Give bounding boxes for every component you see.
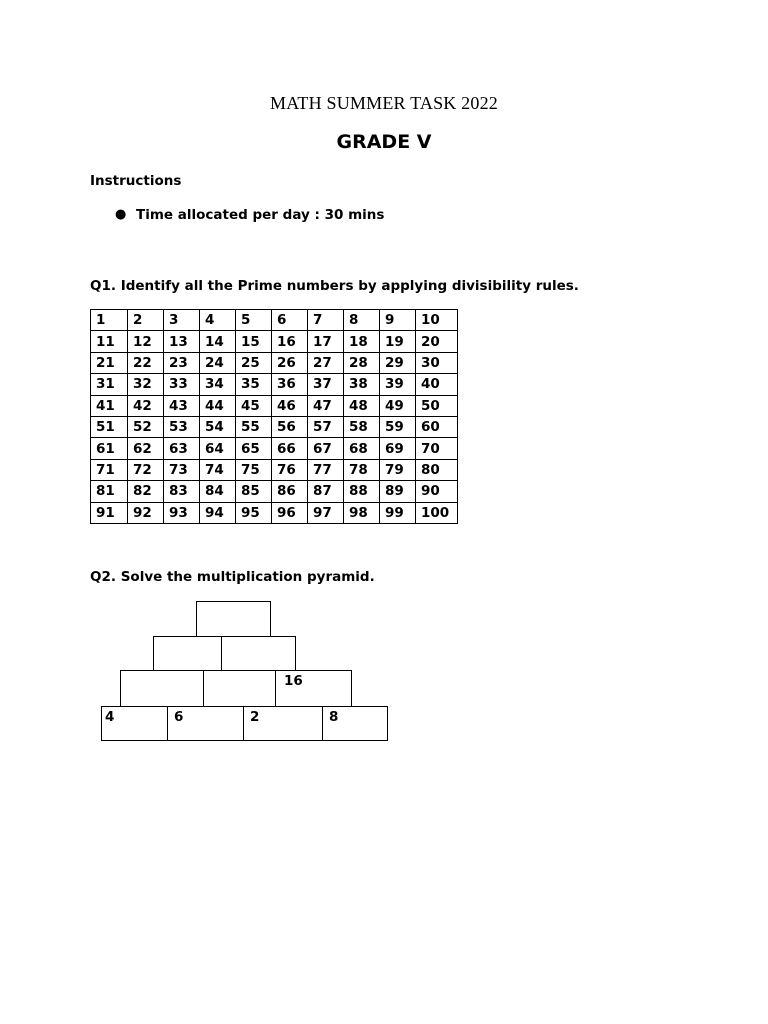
table-cell[interactable]: 10 (416, 310, 458, 331)
table-cell[interactable]: 89 (380, 481, 416, 502)
table-cell[interactable]: 11 (91, 331, 128, 352)
table-cell[interactable]: 95 (236, 502, 272, 523)
table-cell[interactable]: 65 (236, 438, 272, 459)
table-cell[interactable]: 45 (236, 395, 272, 416)
table-cell[interactable]: 22 (128, 352, 164, 373)
table-cell[interactable]: 32 (128, 374, 164, 395)
pyramid-cell-row3[interactable] (203, 670, 276, 707)
table-cell[interactable]: 4 (200, 310, 236, 331)
table-cell[interactable]: 55 (236, 416, 272, 437)
table-cell[interactable]: 36 (272, 374, 308, 395)
table-cell[interactable]: 51 (91, 416, 128, 437)
table-row (91, 438, 458, 459)
table-cell[interactable]: 53 (164, 416, 200, 437)
pyramid-cell-base[interactable]: 4 (101, 706, 168, 741)
table-cell[interactable]: 56 (272, 416, 308, 437)
table-cell[interactable]: 43 (164, 395, 200, 416)
table-cell[interactable]: 66 (272, 438, 308, 459)
table-cell[interactable]: 21 (91, 352, 128, 373)
table-cell[interactable]: 5 (236, 310, 272, 331)
grade-heading: GRADE V (336, 131, 432, 153)
table-cell[interactable]: 30 (416, 352, 458, 373)
table-cell[interactable]: 85 (236, 481, 272, 502)
table-cell[interactable]: 54 (200, 416, 236, 437)
table-cell[interactable]: 19 (380, 331, 416, 352)
table-cell[interactable]: 93 (164, 502, 200, 523)
table-cell[interactable]: 70 (416, 438, 458, 459)
table-cell[interactable]: 60 (416, 416, 458, 437)
instruction-item: Time allocated per day : 30 mins (136, 207, 385, 223)
table-cell[interactable]: 1 (91, 310, 128, 331)
table-cell[interactable]: 12 (128, 331, 164, 352)
table-cell[interactable]: 100 (416, 502, 458, 523)
bullet-icon: ● (115, 207, 127, 222)
table-row (91, 481, 458, 502)
table-cell[interactable]: 68 (344, 438, 380, 459)
table-cell[interactable]: 28 (344, 352, 380, 373)
table-row (91, 395, 458, 416)
table-cell[interactable]: 84 (200, 481, 236, 502)
table-cell[interactable]: 37 (308, 374, 344, 395)
table-cell[interactable]: 99 (380, 502, 416, 523)
table-cell[interactable]: 62 (128, 438, 164, 459)
table-cell[interactable]: 3 (164, 310, 200, 331)
table-cell[interactable]: 15 (236, 331, 272, 352)
table-cell[interactable]: 2 (128, 310, 164, 331)
table-cell[interactable]: 41 (91, 395, 128, 416)
table-cell[interactable]: 71 (91, 459, 128, 480)
question-1-text: Q1. Identify all the Prime numbers by applying divisibility rules. (90, 278, 579, 294)
table-cell[interactable]: 29 (380, 352, 416, 373)
table-cell[interactable]: 87 (308, 481, 344, 502)
table-cell[interactable]: 27 (308, 352, 344, 373)
table-cell[interactable]: 72 (128, 459, 164, 480)
table-cell[interactable]: 24 (200, 352, 236, 373)
table-row (91, 502, 458, 523)
table-cell[interactable]: 23 (164, 352, 200, 373)
table-cell[interactable]: 78 (344, 459, 380, 480)
table-cell[interactable]: 40 (416, 374, 458, 395)
table-cell[interactable]: 97 (308, 502, 344, 523)
table-cell[interactable]: 9 (380, 310, 416, 331)
table-cell[interactable]: 59 (380, 416, 416, 437)
instructions-heading: Instructions (90, 173, 182, 189)
pyramid-cell-row2[interactable] (153, 636, 222, 671)
table-cell[interactable]: 46 (272, 395, 308, 416)
pyramid-cell-base[interactable]: 6 (167, 706, 244, 741)
table-cell[interactable]: 58 (344, 416, 380, 437)
table-cell[interactable]: 69 (380, 438, 416, 459)
table-cell[interactable]: 25 (236, 352, 272, 373)
table-cell[interactable]: 74 (200, 459, 236, 480)
table-cell[interactable]: 67 (308, 438, 344, 459)
table-cell[interactable]: 13 (164, 331, 200, 352)
pyramid-cell-row2[interactable] (221, 636, 296, 671)
table-cell[interactable]: 47 (308, 395, 344, 416)
table-cell[interactable]: 92 (128, 502, 164, 523)
table-cell[interactable]: 35 (236, 374, 272, 395)
table-cell[interactable]: 77 (308, 459, 344, 480)
pyramid-cell-top[interactable] (196, 601, 271, 637)
number-grid (90, 309, 458, 524)
table-cell[interactable]: 44 (200, 395, 236, 416)
table-cell[interactable]: 61 (91, 438, 128, 459)
table-cell[interactable]: 39 (380, 374, 416, 395)
table-row (91, 374, 458, 395)
table-cell[interactable]: 94 (200, 502, 236, 523)
table-row (91, 331, 458, 352)
table-cell[interactable]: 83 (164, 481, 200, 502)
table-cell[interactable]: 82 (128, 481, 164, 502)
table-cell[interactable]: 91 (91, 502, 128, 523)
table-cell[interactable]: 63 (164, 438, 200, 459)
pyramid-cell-row3[interactable] (120, 670, 204, 707)
table-cell[interactable]: 76 (272, 459, 308, 480)
table-cell[interactable]: 86 (272, 481, 308, 502)
table-row (91, 310, 458, 331)
table-cell[interactable]: 49 (380, 395, 416, 416)
table-cell[interactable]: 20 (416, 331, 458, 352)
table-cell[interactable]: 33 (164, 374, 200, 395)
table-cell[interactable]: 8 (344, 310, 380, 331)
table-cell[interactable]: 52 (128, 416, 164, 437)
table-cell[interactable]: 18 (344, 331, 380, 352)
table-cell[interactable]: 96 (272, 502, 308, 523)
table-cell[interactable]: 26 (272, 352, 308, 373)
table-cell[interactable]: 88 (344, 481, 380, 502)
table-cell[interactable]: 16 (272, 331, 308, 352)
table-cell[interactable]: 79 (380, 459, 416, 480)
table-row (91, 459, 458, 480)
table-cell[interactable]: 75 (236, 459, 272, 480)
pyramid-cell-base[interactable]: 8 (322, 706, 388, 741)
table-cell[interactable]: 98 (344, 502, 380, 523)
table-cell[interactable]: 81 (91, 481, 128, 502)
table-cell[interactable]: 38 (344, 374, 380, 395)
table-cell[interactable]: 34 (200, 374, 236, 395)
pyramid-cell-row3[interactable]: 16 (275, 670, 352, 707)
table-row (91, 416, 458, 437)
table-cell[interactable]: 6 (272, 310, 308, 331)
table-cell[interactable]: 14 (200, 331, 236, 352)
pyramid-cell-base[interactable]: 2 (243, 706, 323, 741)
table-cell[interactable]: 80 (416, 459, 458, 480)
table-cell[interactable]: 48 (344, 395, 380, 416)
table-cell[interactable]: 42 (128, 395, 164, 416)
question-2-text: Q2. Solve the multiplication pyramid. (90, 569, 375, 585)
table-cell[interactable]: 64 (200, 438, 236, 459)
table-cell[interactable]: 73 (164, 459, 200, 480)
table-cell[interactable]: 57 (308, 416, 344, 437)
table-row (91, 352, 458, 373)
table-cell[interactable]: 90 (416, 481, 458, 502)
table-cell[interactable]: 50 (416, 395, 458, 416)
table-cell[interactable]: 31 (91, 374, 128, 395)
table-cell[interactable]: 7 (308, 310, 344, 331)
page-title: MATH SUMMER TASK 2022 (270, 93, 498, 113)
table-cell[interactable]: 17 (308, 331, 344, 352)
